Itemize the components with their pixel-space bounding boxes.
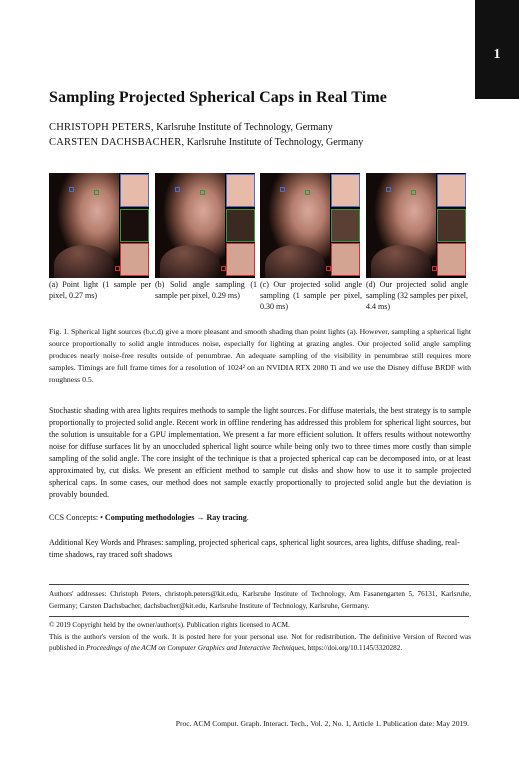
- subfigure-image-d: [366, 173, 466, 278]
- ccs-suffix: .: [246, 513, 249, 522]
- inset-blue: [437, 174, 466, 207]
- green-marker: [411, 190, 416, 195]
- author-affiliation: Karlsruhe Institute of Technology, Germany: [186, 137, 364, 148]
- author-name: CARSTEN DACHSBACHER,: [49, 137, 185, 148]
- author-name: CHRISTOPH PETERS,: [49, 122, 154, 133]
- page-number: 1: [493, 47, 501, 62]
- abstract: Stochastic shading with area lights requires methods to sample the light sources. For diffuse materials, the best strategy is to sample proportionally to projected solid angle. Recent work in offline rendering has addressed this problem for spherical light sources, but the solution is unsuitable for a GPU implementation. We present a far more efficient solution. It offers results without noteworthy noise for diffuse surfaces lit by an unoccluded spherical light source while being only two to three times more costly than simple sampling of the solid angle. The core insight of the technique is that a projected spherical cap can be decomposed into, or at least approximated by, cut disks. We present an efficient method to sample cut disks and show how to use it to sample projected spherical caps. In some cases, our method does not sample exactly proportionally to projected solid angle but the deviation is provably bounded.: [49, 406, 471, 499]
- figure-caption: Fig. 1. Spherical light sources (b,c,d) give a more pleasant and smooth shading than point lights (a). However, sampling a spherical light source proportionally to solid angle introduces noise, especially for lighting at grazing angles. Our projected solid angle sampling produces nearly noise-free results outside of penumbrae. An adequate sampling of the visibility in penumbrae still requires more samples. Timings are full frame times for a resolution of 1024² on an NVIDIA RTX 2080 Ti and we use the Disney diffuse BRDF with roughness 0.5.: [49, 327, 471, 384]
- copyright-block: [49, 620, 471, 655]
- inset-green: [331, 209, 360, 242]
- inset-blue: [226, 174, 255, 207]
- subfigure-caption-c: (c) Our projected solid angle sampling (1 sample per pixel, 0.30 ms): [260, 280, 362, 311]
- version-note-post: , https://doi.org/10.1145/3320282.: [304, 644, 403, 652]
- inset-blue: [120, 174, 149, 207]
- inset-red: [331, 243, 360, 276]
- green-marker: [94, 190, 99, 195]
- shoulder-render: [371, 245, 431, 278]
- divider: [49, 616, 469, 617]
- paper-title: Sampling Projected Spherical Caps in Real Time: [49, 89, 387, 106]
- ccs-concept: Computing methodologies → Ray tracing: [104, 513, 247, 522]
- shoulder-render: [265, 245, 325, 278]
- shoulder-render: [54, 245, 114, 278]
- version-note-pre: This is the author's version of the work. It is posted here for your personal use. Not for redistribution. The definitive Version of Record was published in: [49, 632, 471, 652]
- shoulder-render: [160, 245, 220, 278]
- teaser-figure: [49, 173, 471, 278]
- ccs-prefix: CCS Concepts: •: [49, 513, 103, 522]
- author-addresses: Authors' addresses: Christoph Peters, christoph.peters@kit.edu, Karlsruhe Institute of Technology, Am Fasanengarten 5, 76131, Karlsruhe, Germany; Carsten Dachsbacher, dachsbacher@kit.edu, Karlsruhe Institute of Technology, Karlsruhe, Germany.: [49, 590, 471, 610]
- subfigure-image-b: [155, 173, 255, 278]
- inset-green: [226, 209, 255, 242]
- inset-green: [437, 209, 466, 242]
- keywords: Additional Key Words and Phrases: sampling, projected spherical caps, spherical light sources, area lights, diffuse shading, real-time shadows, ray traced soft shadows: [49, 538, 460, 559]
- author-affiliation: Karlsruhe Institute of Technology, Germany: [156, 122, 333, 133]
- copyright-line: © 2019 Copyright held by the owner/author(s). Publication rights licensed to ACM.: [49, 621, 290, 629]
- blue-marker: [175, 187, 180, 192]
- page-footer: Proc. ACM Comput. Graph. Interact. Tech., Vol. 2, No. 1, Article 1. Publication date: May 2019.: [175, 719, 469, 728]
- subfigure-image-c: [260, 173, 360, 278]
- green-marker: [305, 190, 310, 195]
- blue-marker: [386, 187, 391, 192]
- ccs-concepts: [49, 512, 471, 524]
- subfigure-caption-b: (b) Solid angle sampling (1 sample per pixel, 0.29 ms): [155, 280, 257, 300]
- inset-green: [120, 209, 149, 242]
- inset-red: [120, 243, 149, 276]
- divider: [49, 584, 469, 585]
- version-note: [49, 632, 471, 655]
- inset-red: [437, 243, 466, 276]
- inset-red: [226, 243, 255, 276]
- version-note-venue: Proceedings of the ACM on Computer Graphics and Interactive Techniques: [86, 644, 305, 652]
- subfigure-caption-a: (a) Point light (1 sample per pixel, 0.27 ms): [49, 280, 151, 300]
- subfigure-image-a: [49, 173, 149, 278]
- author-line: [49, 137, 363, 148]
- inset-blue: [331, 174, 360, 207]
- author-line: [49, 122, 333, 133]
- blue-marker: [280, 187, 285, 192]
- page-number-tab: [475, 0, 519, 99]
- blue-marker: [69, 187, 74, 192]
- subfigure-caption-d: (d) Our projected solid angle sampling (32 samples per pixel, 4.4 ms): [366, 280, 468, 311]
- green-marker: [200, 190, 205, 195]
